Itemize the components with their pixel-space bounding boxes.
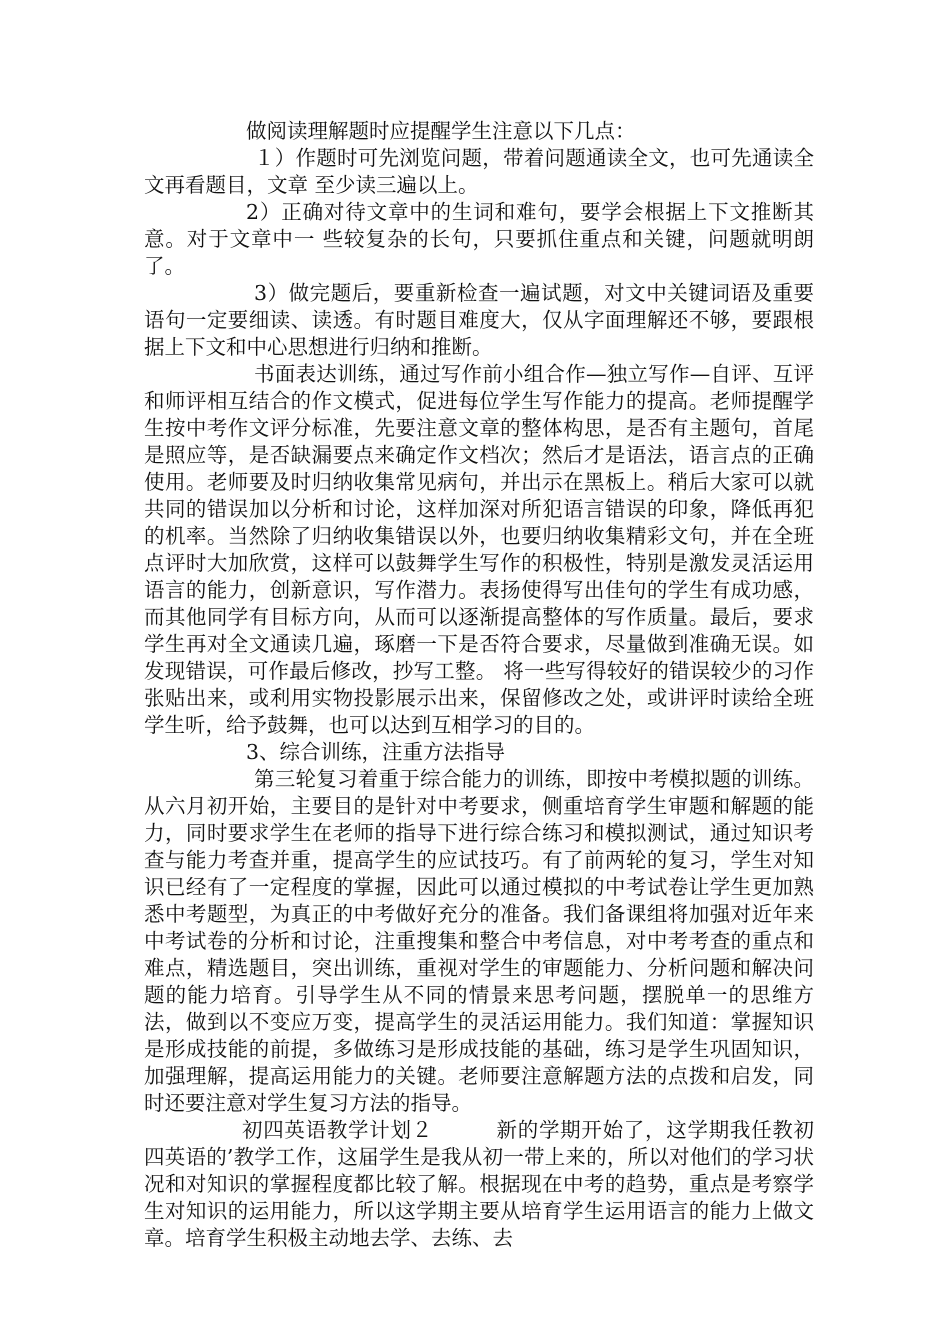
paragraph-intro: 做阅读理解题时应提醒学生注意以下几点： bbox=[246, 119, 636, 143]
paragraph-point-3: 3）做完题后，要重新检查一遍试题，对文中关键词语及重要语句一定要细读、读透。有时题目难度大，仅从字面理解还不够，要跟根据上下文和中心思想进行归纳和推断。 bbox=[144, 281, 814, 359]
paragraph-point-1: １）作题时可先浏览问题，带着问题通读全文，也可先通读全文再看题目，文章 至少读三遍以上。 bbox=[144, 146, 814, 197]
paragraph-writing-training: 书面表达训练，通过写作前小组合作—独立写作—自评、互评和师评相互结合的作文模式，促进每位学生写作能力的提高。老师提醒学生按中考作文评分标准，先要注意文章的整体构思，是否有主题句，首尾是照应等，是否缺漏要点来确定作文档次；然后才是语法，语言点的正确使用。老师要及时归纳收集常见病句，并出示在黑板上。稍后大家可以就共同的错误加以分析和讨论，这样加深对所犯语言错误的印象，降低再犯的机率。当然除了归纳收集错误以外，也要归纳收集精彩文句，并在全班点评时大加欣赏，这样可以鼓舞学生写作的积极性，特别是激发灵活运用语言的能力，创新意识，写作潜力。表扬使得写出佳句的学生有成功感，而其他同学有目标方向，从而可以逐渐提高整体的写作质量。最后，要求学生再对全文通读几遍，琢磨一下是否符合要求，尽量做到准确无误。如发现错误，可作最后修改，抄写工整。 将一些写得较好的错误较少的习作张贴出来，或利用实物投影展示出来，保留修改之处，或讲评时读给全班学生听，给予鼓舞，也可以达到互相学习的目的。 bbox=[144, 362, 814, 737]
paragraph-point-2: 2）正确对待文章中的生词和难句，要学会根据上下文推断其意。对于文章中一 些较复杂的长句，只要抓住重点和关键，问题就明朗了。 bbox=[144, 200, 814, 278]
section-heading-3: 3、综合训练，注重方法指导 bbox=[246, 740, 506, 764]
paragraph-third-round: 第三轮复习着重于综合能力的训练，即按中考模拟题的训练。从六月初开始，主要目的是针对中考要求，侧重培育学生审题和解题的能力，同时要求学生在老师的指导下进行综合练习和模拟测试，通过知识考查与能力考查并重，提高学生的应试技巧。有了前两轮的复习，学生对知识已经有了一定程度的掌握，因此可以通过模拟的中考试卷让学生更加熟悉中考题型，为真正的中考做好充分的准备。我们备课组将加强对近年来中考试卷的分析和讨论，注重搜集和整合中考信息，对中考考查的重点和难点，精选题目，突出训练，重视对学生的审题能力、分析问题和解决问题的能力培育。引导学生从不同的情景来思考问题，摆脱单一的思维方法，做到以不变应万变，提高学生的灵活运用能力。我们知道：掌握知识是形成技能的前提，多做练习是形成技能的基础，练习是学生巩固知识，加强理解，提高运用能力的关键。老师要注意解题方法的点拨和启发，同时还要注意对学生复习方法的指导。 bbox=[144, 767, 814, 1115]
paragraph-teaching-plan-2: 初四英语教学计划２ 新的学期开始了，这学期我任教初四英语的’教学工作，这届学生是我从初一带上来的，所以对他们的学习状况和对知识的掌握程度都比较了解。根据现在中考的趋势，重点是考察学生对知识的运用能力，所以这学期主要从培育学生运用语言的能力上做文章。培育学生积极主动地去学、去练、去 bbox=[144, 1118, 814, 1250]
document-body bbox=[144, 118, 814, 1252]
